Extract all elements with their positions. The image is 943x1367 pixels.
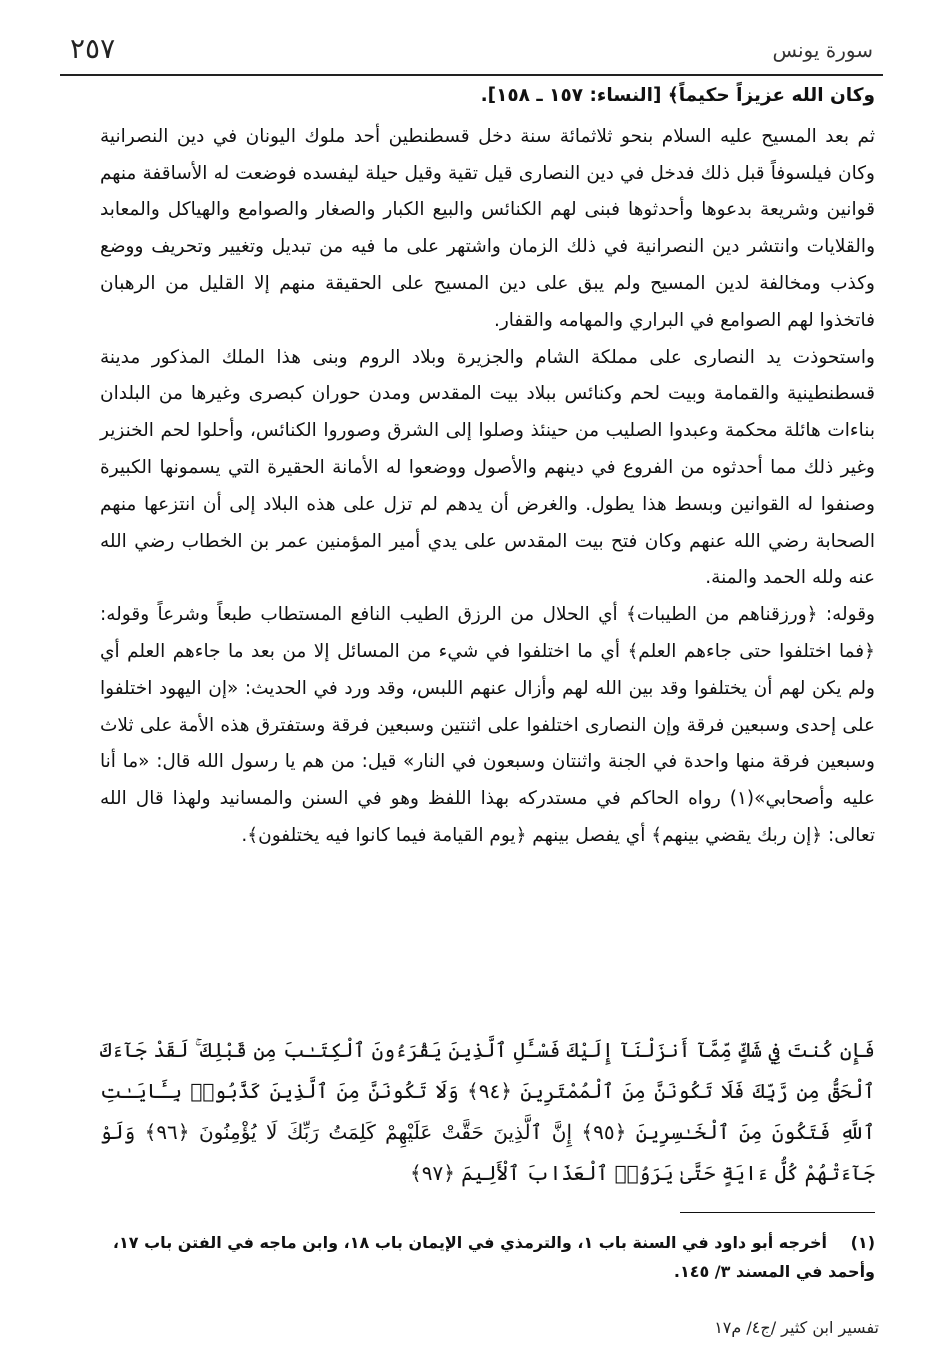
quran-verses: فَإِن كُنتَ فِي شَكٍّ مِّمَّآ أَنزَلْنَآ إِلَيْكَ فَسْـَٔلِ ٱلَّذِينَ يَقْرَءُونَ ٱلْكِتَـٰبَ مِن قَبْلِكَ ۚ لَقَدْ جَآءَكَ ٱلْحَقُّ مِن رَّبِّكَ فَلَا تَكُونَنَّ مِنَ ٱلْمُمْتَرِينَ ﴿٩٤﴾ وَلَا تَكُونَنَّ مِنَ ٱلَّذِينَ كَذَّبُوا۟ بِـَٔايَـٰتِ ٱللَّهِ فَتَكُونَ مِنَ ٱلْخَـٰسِرِينَ ﴿٩٥﴾ إِنَّ ٱلَّذِينَ حَقَّتْ عَلَيْهِمْ كَلِمَتُ رَبِّكَ لَا يُؤْمِنُونَ ﴿٩٦﴾ وَلَوْ جَآءَتْهُمْ كُلُّ ءَايَةٍ حَتَّىٰ يَرَوُا۟ ٱلْعَذَابَ ٱلْأَلِيمَ ﴿٩٧﴾	[100, 1038, 876, 1185]
paragraph-3: وقوله: ﴿ورزقناهم من الطيبات﴾ أي الحلال من الرزق الطيب النافع المستطاب طبعاً وشرعاً وقوله: ﴿فما اختلفوا حتى جاءهم العلم﴾ أي ما اختلفوا في شيء من المسائل إلا من بعد ما جاءهم العلم أي ولم يكن لهم أن يختلفوا وقد بين الله لهم وأزال عنهم اللبس، وقد ورد في الحديث: «إن اليهود اختلفوا على إحدى وسبعين فرقة وإن النصارى اختلفوا على اثنتين وسبعين فرقة وستفترق هذه الأمة على ثلاث وسبعين فرقة منها واحدة في الجنة واثنتان وسبعون في النار» قيل: من هم يا رسول الله قال: «ما أنا عليه وأصحابي»(١) رواه الحاكم في مستدركه بهذا اللفظ وهو في السنن والمسانيد ولهذا قال الله تعالى: ﴿إن ربك يقضي بينهم﴾ أي يفصل بينهم ﴿يوم القيامة فيما كانوا فيه يختلفون﴾.	[100, 604, 875, 846]
page-number: ٢٥٧	[70, 32, 116, 65]
footnote	[100, 1228, 875, 1286]
page-header	[60, 30, 883, 76]
surah-name: سورة يونس	[772, 38, 873, 62]
footnote-text: أخرجه أبو داود في السنة باب ١، والترمذي في الإيمان باب ١٨، وابن ماجه في الفتن باب ١٧، وأحمد في المسند ٣/ ١٤٥.	[112, 1233, 875, 1281]
footnote-number: (١)	[850, 1233, 875, 1252]
footnote-separator	[680, 1212, 875, 1213]
volume-mark: تفسير ابن كثير /ج٤/ م١٧	[714, 1318, 879, 1337]
opening-line: وكان الله عزيزاً حكيماً﴾ [النساء: ١٥٧ ـ ١٥٨].	[480, 85, 875, 106]
paragraph-1: ثم بعد المسيح عليه السلام بنحو ثلاثمائة سنة دخل قسطنطين أحد ملوك اليونان في دين النصرانية وكان فيلسوفاً قبل ذلك فدخل في دين النصارى قيل تقية وقيل حيلة ليفسده فوضعت له الأساقفة منهم قوانين وشريعة بدعوها وأحدثوها فبنى لهم الكنائس والبيع الكبار والصغار والصوامع والهياكل والمعابد والقلايات وانتشر دين النصرانية في ذلك الزمان واشتهر على ما فيه من تبديل وتغيير وتحريف ووضع وكذب ومخالفة لدين المسيح ولم يبق على دين المسيح على الحقيقة منهم إلا القليل من الرهبان فاتخذوا لهم الصوامع في البراري والمهامه والقفار.	[100, 125, 875, 331]
paragraph-2: واستحوذت يد النصارى على مملكة الشام والجزيرة وبلاد الروم وبنى هذا الملك المذكور مدينة قسطنطينية والقمامة وبيت لحم وكنائس ببلاد بيت المقدس ومدن حوران كبصرى وغيرها من البلدان بناءات هائلة محكمة وعبدوا الصليب من حينئذ وصلوا إلى الشرق وصوروا الكنائس، وأحلوا لحم الخنزير وغير ذلك مما أحدثوه من الفروع في دينهم والأصول ووضعوا له الأمانة الحقيرة التي يسمونها الكبيرة وصنفوا له القوانين وبسط هذا يطول. والغرض أن يدهم لم تزل على هذه البلاد إلى أن انتزعها منهم الصحابة رضي الله عنهم وكان فتح بيت المقدس على يدي أمير المؤمنين عمر بن الخطاب رضي الله عنه ولله الحمد والمنة.	[100, 346, 875, 589]
body-text	[100, 78, 875, 855]
